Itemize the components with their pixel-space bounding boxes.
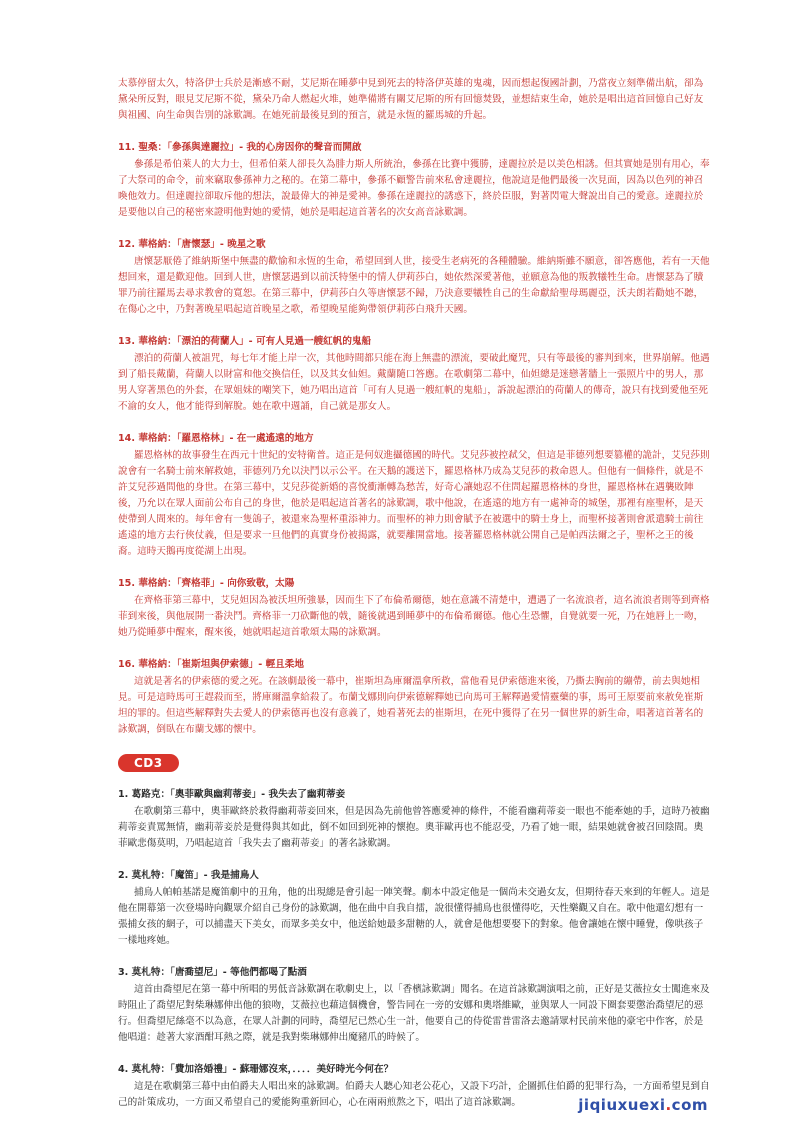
- track-description: 這是在歌劇第三幕中由伯爵夫人唱出來的詠歎調。伯爵夫人聽心知老公花心，又設下巧計，企圖抓住伯爵的犯罪行為，一方面希望見到自己的計策成功，一方面又希望自己的愛能夠重新回心，心在兩兩煎熬之下，唱出了這首詠歎調。: [118, 1081, 710, 1108]
- track-description: 漂泊的荷蘭人被詛咒，每七年才能上岸一次，其他時間都只能在海上無盡的漂流，要破此魔咒，只有等最後的審判到來，世界崩解。他遇到了船長戴蘭，荷蘭人以財富和他交換信任，以及其女仙妲。戴蘭隨口答應。在歌劇第二幕中，仙妲總是迷戀著牆上一張照片中的男人，那男人穿著黑色的外套，在眾姐妹的嘲笑下，她乃唱出這首「可有人見過一艘紅帆的鬼船」，訴說起漂泊的荷蘭人的傳奇，說只有找到愛他至死不渝的女人，他才能得到解脫。她在歌中週誦，自己就是那女人。: [118, 353, 710, 412]
- track-section: [118, 334, 710, 415]
- track-section: [118, 140, 710, 221]
- cd-label-wrap: [118, 754, 710, 773]
- track-description: 羅恩格林的故事發生在西元十世紀的安特衛普。這正是何奴進攝德國的時代。艾兒莎被控弒父，但這是菲德列想要篡權的詭計，艾兒莎則說會有一名騎士前來解救她，菲德列乃允以決鬥以示公平。在天鵝的護送下，羅恩格林乃成為艾兒莎的救命恩人。但他有一個條件，就是不許艾兒莎過問他的身世。在第三幕中，艾兒莎從新婚的喜悅衝漸轉為愁苦，好奇心讓她忍不住問起羅恩格林的身世，羅恩格林在遇襲敗陣後，乃允以在眾人面前公布自己的身世，他於是唱起這首著名的詠歎調，歌中他說，在遙遠的地方有一處神奇的城堡，那裡有座聖杯，是天使帶到人間來的。每年會有一隻鴿子，被還來為聖杯重添神力。而聖杯的神力則會賦予在被選中的騎士身上，而聖杯接著則會派遣騎士前往遙遠的地方去行俠仗義，但是要求一旦他們的真實身份被揭露，就要離開當地。接著羅恩格林就公開自己是帕西法爾之子，聖杯之王的後裔。這時天鵝再度從湖上出現。: [118, 450, 710, 557]
- track-section: [118, 237, 710, 318]
- track-section: [118, 787, 710, 852]
- track-heading: 11. 聖桑：「參孫與達麗拉」- 我的心房因你的聲音而開啟: [118, 142, 362, 153]
- track-heading: 14. 華格納：「羅恩格林」- 在一處遙遠的地方: [118, 433, 314, 444]
- track-section: [118, 657, 710, 738]
- track-section: [118, 868, 710, 949]
- track-heading: 2. 莫札特：「魔笛」- 我是捕鳥人: [118, 870, 259, 881]
- track-heading: 12. 華格納：「唐懷瑟」- 晚星之歌: [118, 239, 266, 250]
- page-content: [118, 76, 710, 1127]
- cd3-track-list: [118, 787, 710, 1111]
- track-description: 這就是著名的伊索德的愛之死。在該劇最後一幕中，崔斯坦為庫爾溫拿所救，當他看見伊索德進來後，乃撕去胸前的繃帶，前去與她相見。可是這時馬可王趕殺而至，將庫爾溫拿給殺了。布蘭戈娜則向伊索德解釋她已向馬可王解釋過愛情靈藥的事，馬可王原要前來赦免崔斯坦的罪的。但這些解釋對失去愛人的伊索德再也沒有意義了，她看著死去的崔斯坦，在死中獲得了在另一個世界的新生命，唱著這首著名的詠歎調，倒臥在布蘭戈娜的懷中。: [118, 676, 704, 735]
- track-heading: 1. 葛路克：「奧菲歐與幽莉蒂妾」- 我失去了幽莉蒂妾: [118, 789, 346, 800]
- track-heading: 16. 華格納：「崔斯坦與伊索德」- 輕且柔地: [118, 659, 304, 670]
- track-description: 參孫是希伯萊人的大力士，但希伯萊人卻長久為腓力斯人所統治，參孫在比賽中獲勝，達麗拉於是以美色相誘。但其實她是別有用心，奉了大祭司的命令，前來竊取參孫神力之秘的。在第二幕中，參孫不顧警告前來私會達麗拉，他說這是他們最後一次見面，因為以色列的神召喚他效力。但達麗拉卻取斥他的想法，說最偉大的神是愛神。參孫在達麗拉的誘惑下，終於臣服，對著閃電大聲說出自己的愛意。達麗拉於是要他以自己的秘密來證明他對她的愛情，她於是唱起這首著名的次女高音詠歎調。: [118, 159, 710, 218]
- track-heading: 3. 莫札特：「唐喬望尼」- 等他們都喝了點酒: [118, 967, 307, 978]
- intro-section: [118, 76, 710, 124]
- track-section: [118, 965, 710, 1046]
- track-description: 唐懷瑟厭倦了維納斯堡中無盡的歡愉和永恆的生命，希望回到人世，接受生老病死的各種體驗。維納斯雖不願意，卻答應他，若有一天他想回來，還是歡迎他。回到人世，唐懷瑟遇到以前沃特堡中的情人伊莉莎白，她依然深愛著他，並願意為他的叛教犧牲生命。唐懷瑟為了贖罪乃前往羅馬去尋求教會的寬恕。在第三幕中，伊莉莎白久等唐懷瑟不歸，乃決意要犧牲自己的生命獻給聖母瑪麗亞，沃夫朗若勸她不聽，在傷心之中，乃對著晚星唱起這首晚星之歌，希望晚星能夠帶領伊莉莎白飛升天國。: [118, 256, 710, 315]
- track-heading: 15. 華格納：「齊格菲」- 向你致敬，太陽: [118, 578, 295, 589]
- track-description: 這首由喬望尼在第一幕中所唱的男低音詠歎調在歌劇史上，以「香檳詠歎調」聞名。在這首詠歎調演唱之前，正好是艾薇拉女士闖進來及時阻止了喬望尼對柴琳娜伸出他的狼吻，艾薇拉也藉這個機會，警告同在一旁的安娜和奧塔維歐，並與眾人一同設下圈套要懲治喬望尼的惡行。但喬望尼絲毫不以為意，在眾人計劃的同時，喬望尼已然心生一計，他要自己的侍從雷普雷洛去邀請眾村民前來他的豪宅中作客，於是他唱道：趁著大家酒酣耳熱之際，就是我對柴琳娜伸出魔豬爪的時候了。: [118, 984, 710, 1043]
- cd2-track-list: [118, 140, 710, 738]
- track-description: 在歌劇第三幕中，奧菲歐終於救得幽莉蒂妾回來，但是因為先前他曾答應愛神的條件，不能看幽莉蒂妾一眼也不能牽她的手，這時乃被幽莉蒂妾責罵無情，幽莉蒂妾於是覺得與其如此，倒不如回到死神的懷抱。奧菲歐再也不能忍受，乃看了她一眼，結果她就會被召回陰間。奧菲歐悲傷莫明，乃唱起這首「我失去了幽莉蒂妾」的著名詠歎調。: [118, 806, 710, 849]
- track-section: [118, 431, 710, 560]
- intro-paragraph: 太慕停留太久，特洛伊士兵於是漸感不耐，艾尼斯在睡夢中見到死去的特洛伊英雄的鬼魂，因而想起復國計劃，乃當夜立刻準備出航，卻為黛朵所反對，眼見艾尼斯不從，黛朵乃命人燃起火堆，她準備將有關艾尼斯的所有回憶焚毀，並想結束生命，她於是唱出這首回憶自己好友與祖國、向生命與告別的詠歎調。在她死前最後見到的預言，就是永恆的羅馬城的升起。: [118, 78, 704, 121]
- cd3-badge: CD3: [118, 754, 179, 772]
- track-section: [118, 576, 710, 641]
- track-description: 在齊格菲第三幕中，艾兒妲因為被沃坦所強暴，因而生下了布倫希爾德，她在意識不清楚中，遭遇了一名流浪者，這名流浪者則等到齊格菲到來後，與他展開一番決鬥。齊格菲一刀砍斷他的戟，隨後就遇到睡夢中的布倫希爾德。他心生恐懼，自覺就要一死，乃在她唇上一吻，她乃從睡夢中醒來，醒來後，她就唱起這首歌頌太陽的詠歎調。: [118, 595, 710, 638]
- track-heading: 13. 華格納：「漂泊的荷蘭人」- 可有人見過一艘紅帆的鬼船: [118, 336, 372, 347]
- track-heading: 4. 莫札特：「費加洛婚禮」- 蘇珊娜沒來，．．．．美好時光今何在？: [118, 1064, 394, 1075]
- site-watermark: jiqiuxuexi.com: [578, 1096, 708, 1114]
- track-description: 捕鳥人帕帕基諾是魔笛劇中的丑角，他的出現總是會引起一陣笑聲。劇本中設定他是一個尚未交過女友，但期待春天來到的年輕人。這是他在開幕第一次登場時向觀眾介紹自己身份的詠歎調，他在曲中自我自擂，說很懂得捕鳥也很懂得吃，天性樂觀又自在。歌中他還幻想有一張捕女孩的網子，可以捕盡天下美女，而眾多美女中，他送給她最多甜糖的人，就會是他想要娶下的對象。他會讓她在懷中睡覺，像哄孩子一樣地疼她。: [118, 887, 710, 946]
